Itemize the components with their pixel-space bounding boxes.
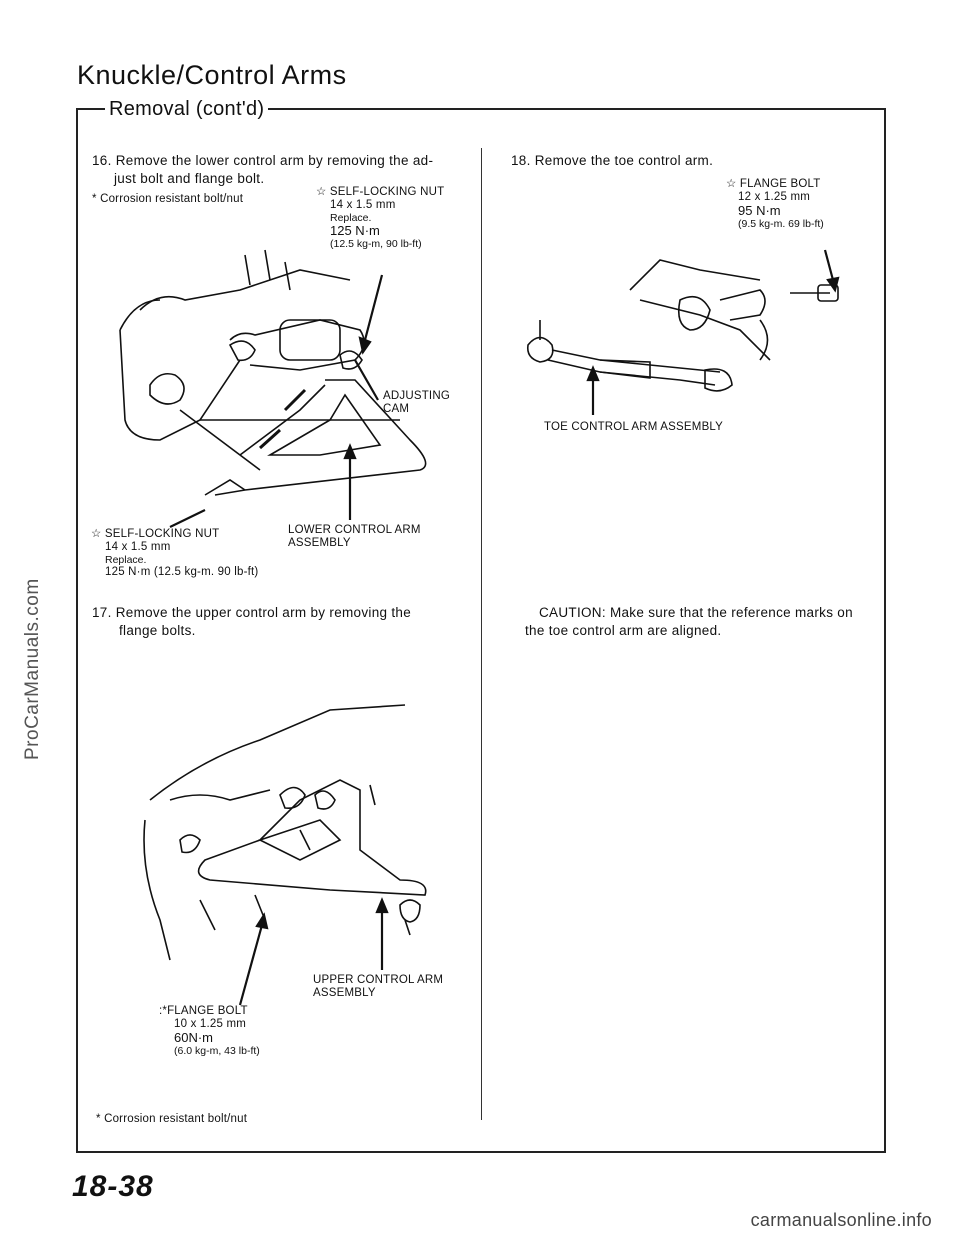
page-subtitle: Removal (cont'd) [105, 98, 268, 121]
upper-flange-bolt-name: *FLANGE BOLT [162, 1005, 248, 1017]
upper-flange-bolt-torque: 60N·m [174, 1030, 214, 1045]
toe-arm-label: TOE CONTROL ARM ASSEMBLY [544, 421, 724, 433]
step-16 [92, 152, 433, 188]
upper-flange-bolt-spec [159, 1005, 260, 1057]
lower-arm-label-line-1: LOWER CONTROL ARM [288, 524, 421, 536]
side-watermark: ProCarManuals.com [22, 578, 43, 760]
corrosion-note-top: * Corrosion resistant bolt/nut [92, 193, 244, 205]
caution-line-2: the toe control arm are aligned. [525, 623, 722, 638]
toe-flange-bolt-spec [726, 178, 824, 230]
nut-bottom-replace: Replace. [105, 554, 147, 566]
corrosion-note-bottom: * Corrosion resistant bolt/nut [96, 1113, 248, 1125]
upper-flange-bolt-size: 10 x 1.25 mm [174, 1018, 247, 1030]
nut-top-size: 14 x 1.5 mm [330, 199, 396, 211]
nut-top-torque-alt: (12.5 kg-m, 90 lb-ft) [330, 238, 422, 250]
step-17-line-2: flange bolts. [119, 623, 196, 638]
toe-flange-bolt-name: FLANGE BOLT [739, 178, 821, 190]
adjusting-cam-label [383, 390, 450, 416]
page-title: Knuckle/Control Arms [77, 60, 347, 90]
nut-bottom-name: SELF-LOCKING NUT [104, 528, 220, 540]
step-16-line-1: 16. Remove the lower control arm by removing the ad- [92, 153, 434, 168]
nut-top-name: SELF-LOCKING NUT [329, 186, 445, 198]
toe-flange-bolt-size: 12 x 1.25 mm [738, 191, 811, 203]
step-16-line-2: just bolt and flange bolt. [114, 171, 265, 186]
upper-flange-bolt-torque-alt: (6.0 kg-m, 43 lb-ft) [174, 1045, 260, 1057]
toe-control-arm-drawing [528, 260, 838, 391]
star-icon: ☆ [316, 186, 327, 198]
nut-spec-top [316, 186, 444, 250]
star-icon: ☆ [726, 178, 737, 190]
adjusting-cam-line-1: ADJUSTING [383, 390, 450, 402]
star-icon: ☆ [91, 528, 102, 540]
toe-flange-bolt-torque-alt: (9.5 kg-m. 69 lb-ft) [738, 218, 824, 230]
nut-top-torque: 125 N·m [330, 223, 380, 238]
page-number: 18-38 [72, 1170, 154, 1203]
upper-arm-label [313, 974, 443, 1000]
lower-leader-lines [170, 275, 382, 527]
caution-note [525, 604, 853, 640]
step-17-line-1: 17. Remove the upper control arm by removing the [92, 605, 412, 620]
step-18: 18. Remove the toe control arm. [511, 153, 714, 168]
nut-spec-bottom [91, 528, 258, 579]
toe-flange-bolt-torque: 95 N·m [738, 203, 781, 218]
upper-control-arm-drawing [144, 705, 426, 960]
upper-arm-label-line-2: ASSEMBLY [313, 987, 376, 999]
upper-arm-label-line-1: UPPER CONTROL ARM [313, 974, 444, 986]
nut-bottom-size: 14 x 1.5 mm [105, 541, 171, 553]
adjusting-cam-line-2: CAM [383, 403, 410, 415]
nut-top-replace: Replace. [330, 212, 372, 224]
lower-arm-label-line-2: ASSEMBLY [288, 537, 351, 549]
flange-bolt-icon: : [159, 1005, 163, 1017]
lower-arm-label [288, 524, 421, 550]
step-17 [92, 604, 411, 640]
footer-watermark: carmanualsonline.info [750, 1210, 932, 1230]
caution-line-1: CAUTION: Make sure that the reference marks on [539, 605, 853, 620]
nut-bottom-torque: 125 N·m (12.5 kg-m. 90 lb-ft) [105, 566, 259, 578]
